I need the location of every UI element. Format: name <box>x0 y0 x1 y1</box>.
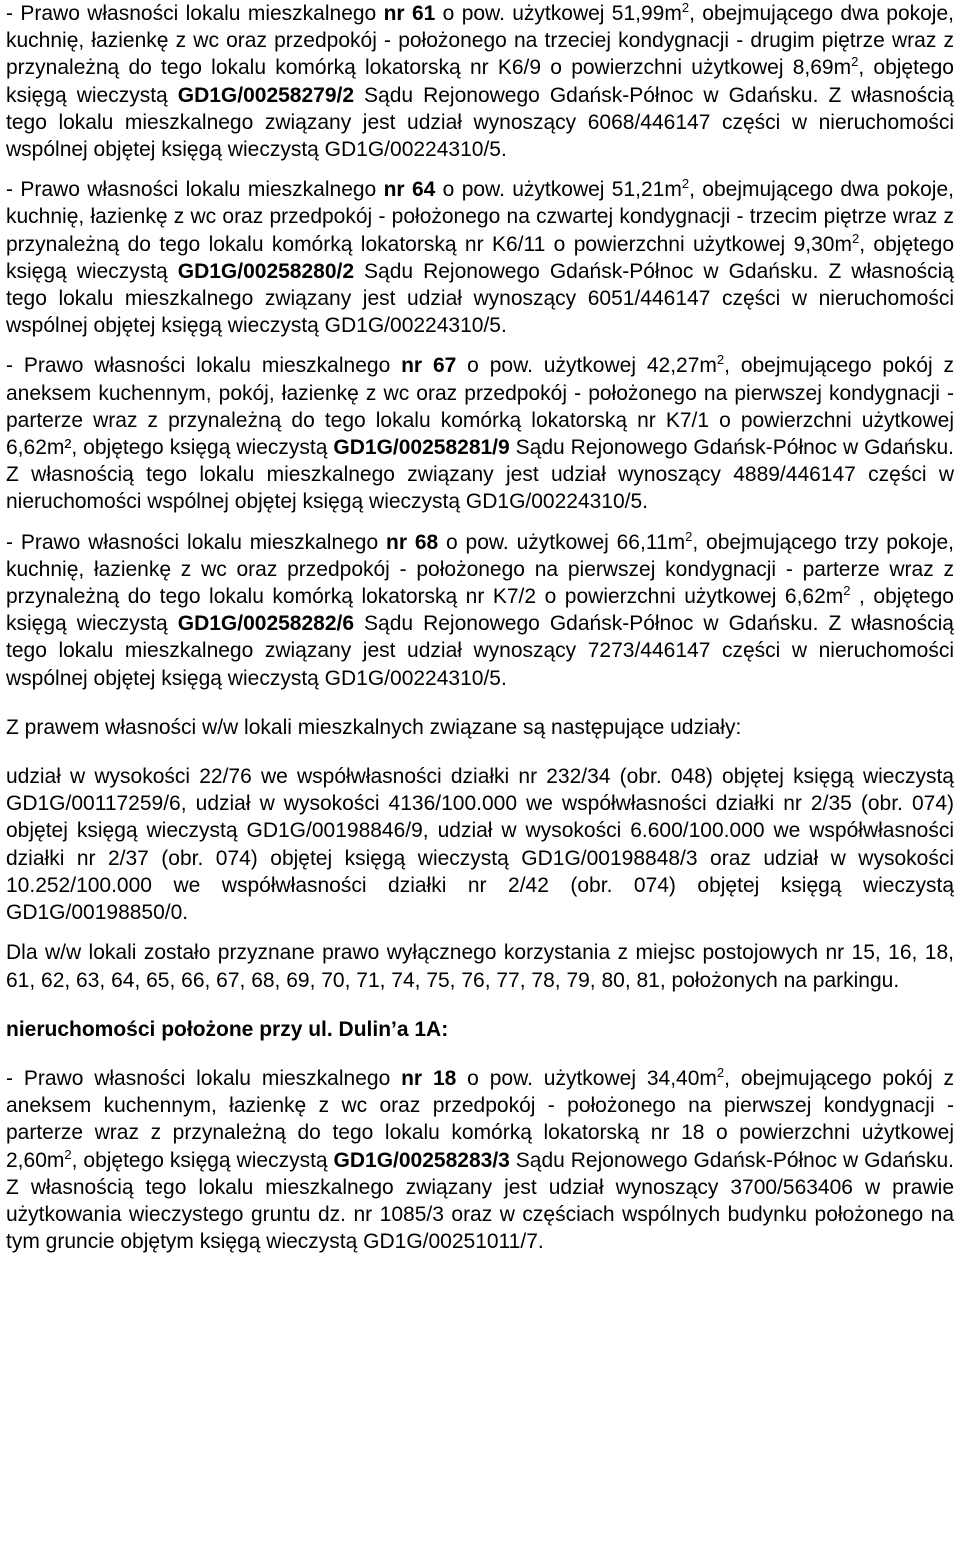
land-register-number: GD1G/00258283/3 <box>333 1148 510 1172</box>
entry-lokal-64: - Prawo własności lokalu mieszkalnego nr 64 o pow. użytkowej $51,21m^2$, obejmującego dwa pokoje, kuchnię, łazienkę z wc oraz przedpokój - położonego na czwartej kondygnacji - trzecim piętrze wraz z przynależną do tego lokalu komórką lokatorską nr K6/11 o powierzchni użytkowej $9,30m^2$, objętego księgą wieczystą GD1G/00258280/2 Sądu Rejonowego Gdańsk-Północ w Gdańsku. Z własnością tego lokalu mieszkalnego związany jest udział wynoszący 6051/446147 części w nieruchomości wspólnej objętej księgą wieczystą GD1G/00224310/5. <box>6 176 955 338</box>
lokal-number: nr 67 <box>401 354 457 378</box>
parking-text: Dla w/w lokali zostało przyznane prawo wyłącznego korzystania z miejsc postojowych nr 15, 16, 18, 61, 62, 63, 64, 65, 66, 67, 68, 69, 70, 71, 74, 75, 76, 77, 78, 79, 80, 81, położonych na parkingu. <box>6 941 954 992</box>
land-register-number: GD1G/00258279/2 <box>177 83 355 107</box>
section-heading: nieruchomości położone przy ul. Dulin’a 1A: <box>6 1017 449 1041</box>
lokal-number: nr 64 <box>383 178 436 202</box>
entry-lokal-18: - Prawo własności lokalu mieszkalnego nr 18 o pow. użytkowej $34,40m^2$, obejmującego pokój z aneksem kuchennym, łazienkę z wc oraz przedpokój - położonego na pierwszej kondygnacji - parterze wraz z przynależną do tego lokalu komórką lokatorską nr 18 o powierzchni użytkowej $2,60m^2$, objętego księgą wieczystą GD1G/00258283/3 Sądu Rejonowego Gdańsk-Północ w Gdańsku. Z własnością tego lokalu mieszkalnego związany jest udział wynoszący 3700/563406 w prawie użytkowania wieczystego gruntu dz. nr 1085/3 oraz w częściach wspólnych budynku położonego na tym gruncie objętym księgą wieczystą GD1G/00251011/7. <box>6 1064 954 1254</box>
entry-lokal-67: - Prawo własności lokalu mieszkalnego nr 67 o pow. użytkowej $42,27m^2$, obejmującego pokój z aneksem kuchennym, pokój, łazienkę z wc oraz przedpokój - położonego na pierwszej kondygnacji - parterze wraz z przynależną do tego lokalu komórką lokatorską nr K7/1 o powierzchni użytkowej 6,62m², objętego księgą wieczystą GD1G/00258281/9 Sądu Rejonowego Gdańsk-Północ w Gdańsku. Z własnością tego lokalu mieszkalnego związany jest udział wynoszący 4889/446147 części w nieruchomości wspólnej objętej księgą wieczystą GD1G/00224310/5. <box>6 352 954 514</box>
land-register-number: GD1G/00258280/2 <box>177 259 355 283</box>
entry-lokal-61: - Prawo własności lokalu mieszkalnego nr 61 o pow. użytkowej $51,99m^2$, obejmującego dwa pokoje, kuchnię, łazienkę z wc oraz przedpokój - położonego na trzeciej kondygnacji - drugim piętrze wraz z przynależną do tego lokalu komórką lokatorską nr K6/9 o powierzchni użytkowej $8,69m^2$, objętego księgą wieczystą GD1G/00258279/2 Sądu Rejonowego Gdańsk-Północ w Gdańsku. Z własnością tego lokalu mieszkalnego związany jest udział wynoszący 6068/446147 części w nieruchomości wspólnej objętej księgą wieczystą GD1G/00224310/5. <box>6 0 954 162</box>
lokal-number: nr 18 <box>401 1066 457 1090</box>
lokal-number: nr 61 <box>383 2 436 25</box>
land-register-number: GD1G/00258281/9 <box>333 436 510 460</box>
lokal-number: nr 68 <box>386 530 439 554</box>
shares-intro: Z prawem własności w/w lokali mieszkalnych związane są następujące udziały: <box>6 715 742 739</box>
entry-lokal-68: - Prawo własności lokalu mieszkalnego nr 68 o pow. użytkowej $66,11m^2$, obejmującego trzy pokoje, kuchnię, łazienkę z wc oraz przedpokój - położonego na pierwszej kondygnacji - parterze wraz z przynależną do tego lokalu komórką lokatorską nr K7/2 o powierzchni użytkowej $6,62m^2$ , objętego księgą wieczystą GD1G/00258282/6 Sądu Rejonowego Gdańsk-Północ w Gdańsku. Z własnością tego lokalu mieszkalnego związany jest udział wynoszący 7273/446147 części w nieruchomości wspólnej objętej księgą wieczystą GD1G/00224310/5. <box>6 528 955 690</box>
shares-text: udział w wysokości 22/76 we współwłasności działki nr 232/34 (obr. 048) objętej księgą wieczystą GD1G/00117259/6, udział w wysokości 4136/100.000 we współwłasności działki nr 2/35 (obr. 074) objętej księgą wieczystą GD1G/00198846/9, udział w wysokości 6.600/100.000 we współwłasności działki nr 2/37 (obr. 074) objętej księgą wieczystą GD1G/00198848/3 oraz udział w wysokości 10.252/100.000 we współwłasności działki nr 2/42 (obr. 074) objętej księgą wieczystą GD1G/00198850/0. <box>6 765 954 925</box>
land-register-number: GD1G/00258282/6 <box>177 612 355 636</box>
